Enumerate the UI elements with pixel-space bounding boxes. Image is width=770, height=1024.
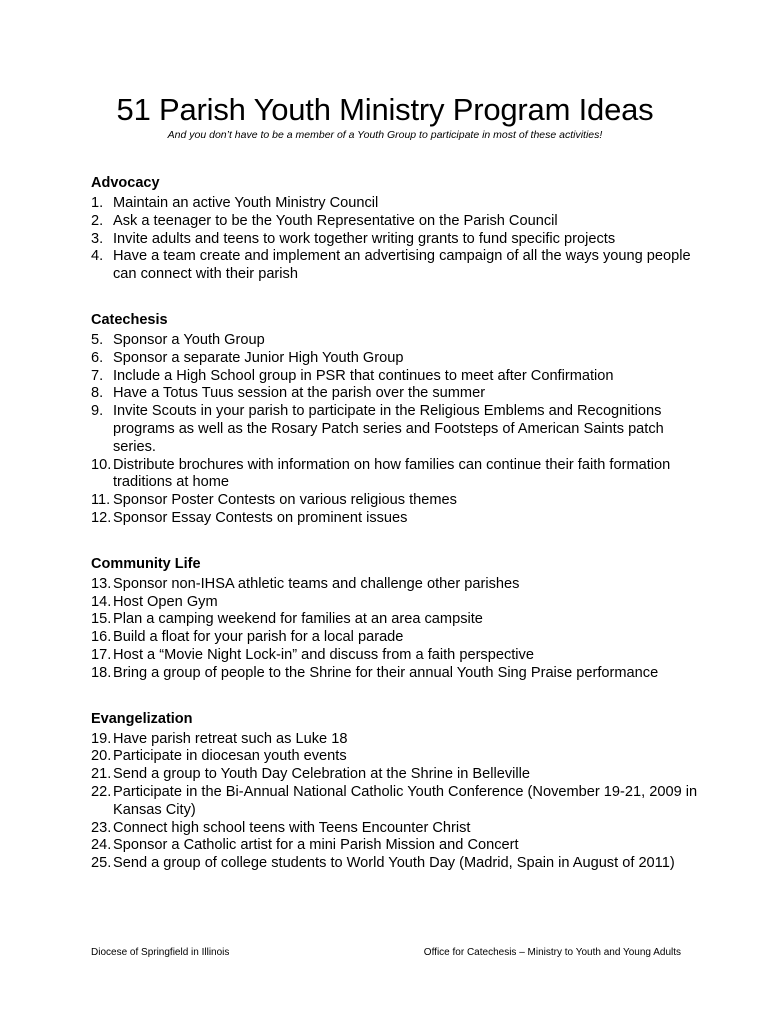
list-item [91, 231, 701, 249]
list-item-text: Sponsor non-IHSA athletic teams and challenge other parishes [113, 575, 520, 592]
list-item [91, 385, 701, 403]
section-heading: Catechesis [91, 311, 168, 328]
list-item-number: 21. [91, 766, 112, 783]
section-heading: Community Life [91, 555, 201, 572]
list-item [91, 855, 701, 873]
list-item-text: Participate in the Bi-Annual National Catholic Youth Conference (November 19-21, 2009 in Kansas City) [113, 783, 698, 818]
list-item [91, 594, 701, 612]
list-item-text: Include a High School group in PSR that continues to meet after Confirmation [113, 367, 614, 384]
page-title: 51 Parish Youth Ministry Program Ideas [116, 92, 654, 127]
list-item [91, 213, 701, 231]
list-item-text: Build a float for your parish for a local parade [113, 629, 404, 646]
list-item [91, 665, 701, 683]
list-item-number: 18. [91, 664, 112, 681]
list-item-number: 13. [91, 575, 112, 592]
list-item [91, 457, 701, 493]
list-item-number: 25. [91, 855, 112, 872]
list-item-number: 22. [91, 783, 112, 800]
list-item [91, 350, 701, 368]
list-item-text: Host a “Movie Night Lock-in” and discuss from a faith perspective [113, 646, 534, 663]
list-item-number: 14. [91, 593, 112, 610]
list-item [91, 368, 701, 386]
ideas-list [91, 174, 701, 900]
list-item-text: Sponsor Essay Contests on prominent issues [113, 509, 408, 526]
list-item-number: 10. [91, 456, 112, 473]
list-item-text: Connect high school teens with Teens Encounter Christ [113, 819, 471, 836]
list-item-number: 8. [91, 385, 104, 402]
list-item-number: 12. [91, 509, 112, 526]
list-item-number: 4. [91, 248, 104, 265]
list-item-number: 17. [91, 646, 112, 663]
list-item [91, 611, 701, 629]
list-item [91, 731, 701, 749]
list-item [91, 820, 701, 838]
list-item-number: 2. [91, 212, 104, 229]
page-footer [91, 947, 681, 958]
list-item-text: Participate in diocesan youth events [113, 748, 347, 765]
list-item [91, 629, 701, 647]
list-item-number: 3. [91, 230, 104, 247]
footer-left: Diocese of Springfield in Illinois [91, 947, 230, 958]
list-item-text: Host Open Gym [113, 593, 218, 610]
list-item-text: Maintain an active Youth Ministry Council [113, 195, 379, 211]
list-item [91, 248, 701, 284]
list-item-number: 1. [91, 195, 104, 211]
section-heading: Evangelization [91, 710, 193, 727]
section-advocacy [91, 174, 701, 284]
list-item [91, 576, 701, 594]
list-item-number: 15. [91, 611, 112, 628]
list-item [91, 492, 701, 510]
list-item [91, 510, 701, 528]
list-item [91, 332, 701, 350]
list-item-text: Have a team create and implement an advertising campaign of all the ways young people can connect with their parish [113, 248, 691, 283]
list-item-text: Send a group of college students to World Youth Day (Madrid, Spain in August of 2011) [113, 855, 675, 872]
list-item-text: Invite adults and teens to work together writing grants to fund specific projects [113, 230, 616, 247]
list-item-number: 16. [91, 629, 112, 646]
list-item-text: Sponsor Poster Contests on various religious themes [113, 492, 457, 509]
list-item-text: Ask a teenager to be the Youth Representative on the Parish Council [113, 212, 558, 229]
list-item-number: 11. [91, 492, 111, 509]
list-item-text: Sponsor a Youth Group [113, 331, 265, 348]
list-item-text: Plan a camping weekend for families at an area campsite [113, 611, 483, 628]
list-item [91, 837, 701, 855]
list-item-number: 23. [91, 819, 112, 836]
list-item-number: 7. [91, 367, 104, 384]
list-item-number: 24. [91, 837, 112, 854]
footer-right: Office for Catechesis – Ministry to Youth and Young Adults [423, 947, 681, 958]
list-item-number: 6. [91, 349, 104, 366]
list-item-text: Distribute brochures with information on how families can continue their faith formation traditions at home [113, 456, 671, 491]
list-item [91, 647, 701, 665]
list-item-number: 20. [91, 748, 112, 765]
list-item [91, 766, 701, 784]
section-catechesis [91, 311, 701, 528]
list-item [91, 403, 701, 456]
section-heading: Advocacy [91, 175, 160, 191]
list-item [91, 784, 701, 820]
list-item-text: Sponsor a Catholic artist for a mini Parish Mission and Concert [113, 837, 519, 854]
section-evangelization [91, 710, 701, 873]
list-item-number: 19. [91, 730, 112, 747]
list-item-text: Have a Totus Tuus session at the parish over the summer [113, 385, 486, 402]
list-item-number: 5. [91, 331, 104, 348]
list-item-number: 9. [91, 403, 104, 420]
list-item [91, 195, 701, 213]
list-item-text: Send a group to Youth Day Celebration at the Shrine in Belleville [113, 766, 531, 783]
page-subtitle: And you don’t have to be a member of a Youth Group to participate in most of these activities! [167, 129, 603, 141]
list-item [91, 748, 701, 766]
list-item-text: Invite Scouts in your parish to participate in the Religious Emblems and Recognitions programs as well as the Rosary Patch series and Footsteps of American Saints patch series. [113, 403, 664, 455]
list-item-text: Have parish retreat such as Luke 18 [113, 730, 348, 747]
section-community-life [91, 555, 701, 683]
list-item-text: Sponsor a separate Junior High Youth Group [113, 349, 404, 366]
list-item-text: Bring a group of people to the Shrine for their annual Youth Sing Praise performance [113, 664, 659, 681]
